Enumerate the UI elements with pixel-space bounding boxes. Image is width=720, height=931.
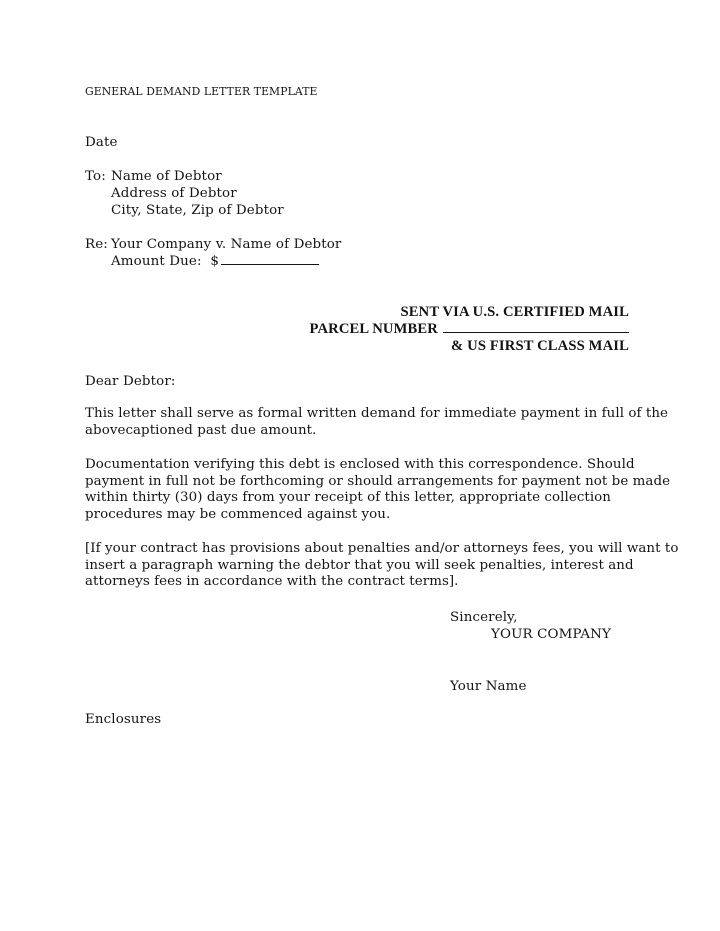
mailing-first-class: & US FIRST CLASS MAIL [451,338,629,354]
paragraph-line: procedures may be commenced against you. [85,507,391,523]
amount-due-line [111,253,319,270]
paragraph-line: This letter shall serve as formal written demand for immediate payment in full of the [85,406,669,421]
closing: Sincerely, [450,610,518,625]
parcel-number-line [309,321,629,338]
body-paragraph-1 [85,406,669,439]
enclosures: Enclosures [85,712,162,727]
body-paragraph-2 [85,457,671,524]
body-paragraph-3 [85,541,679,591]
document-title: GENERAL DEMAND LETTER TEMPLATE [85,85,318,98]
paragraph-line: within thirty (30) days from your receipt of this letter, appropriate collection [85,490,611,506]
paragraph-line: insert a paragraph warning the debtor that you will seek penalties, interest and [85,557,634,573]
amount-currency: $ [210,254,220,269]
debtor-address: Address of Debtor [111,186,237,201]
re-label: Re: [85,237,108,252]
parcel-blank-line [443,321,629,333]
paragraph-line: attorneys fees in accordance with the contract terms]. [85,574,459,590]
salutation: Dear Debtor: [85,374,176,389]
company-name: YOUR COMPANY [491,627,611,642]
debtor-city-state-zip: City, State, Zip of Debtor [111,203,284,218]
re-subject: Your Company v. Name of Debtor [111,237,342,252]
amount-due-label: Amount Due: [111,254,202,269]
paragraph-line: abovecaptioned past due amount. [85,422,317,438]
to-label: To: [85,169,106,184]
signature-name: Your Name [450,679,527,694]
paragraph-line: Documentation verifying this debt is enclosed with this correspondence. Should [85,457,635,472]
amount-blank-line [221,253,319,265]
date-line: Date [85,135,118,150]
parcel-number-label: PARCEL NUMBER [309,321,438,337]
paragraph-line: payment in full not be forthcoming or should arrangements for payment not be made [85,473,671,489]
paragraph-line: [If your contract has provisions about penalties and/or attorneys fees, you will want to [85,541,679,556]
mailing-certified: SENT VIA U.S. CERTIFIED MAIL [400,304,629,320]
debtor-name: Name of Debtor [111,169,222,184]
